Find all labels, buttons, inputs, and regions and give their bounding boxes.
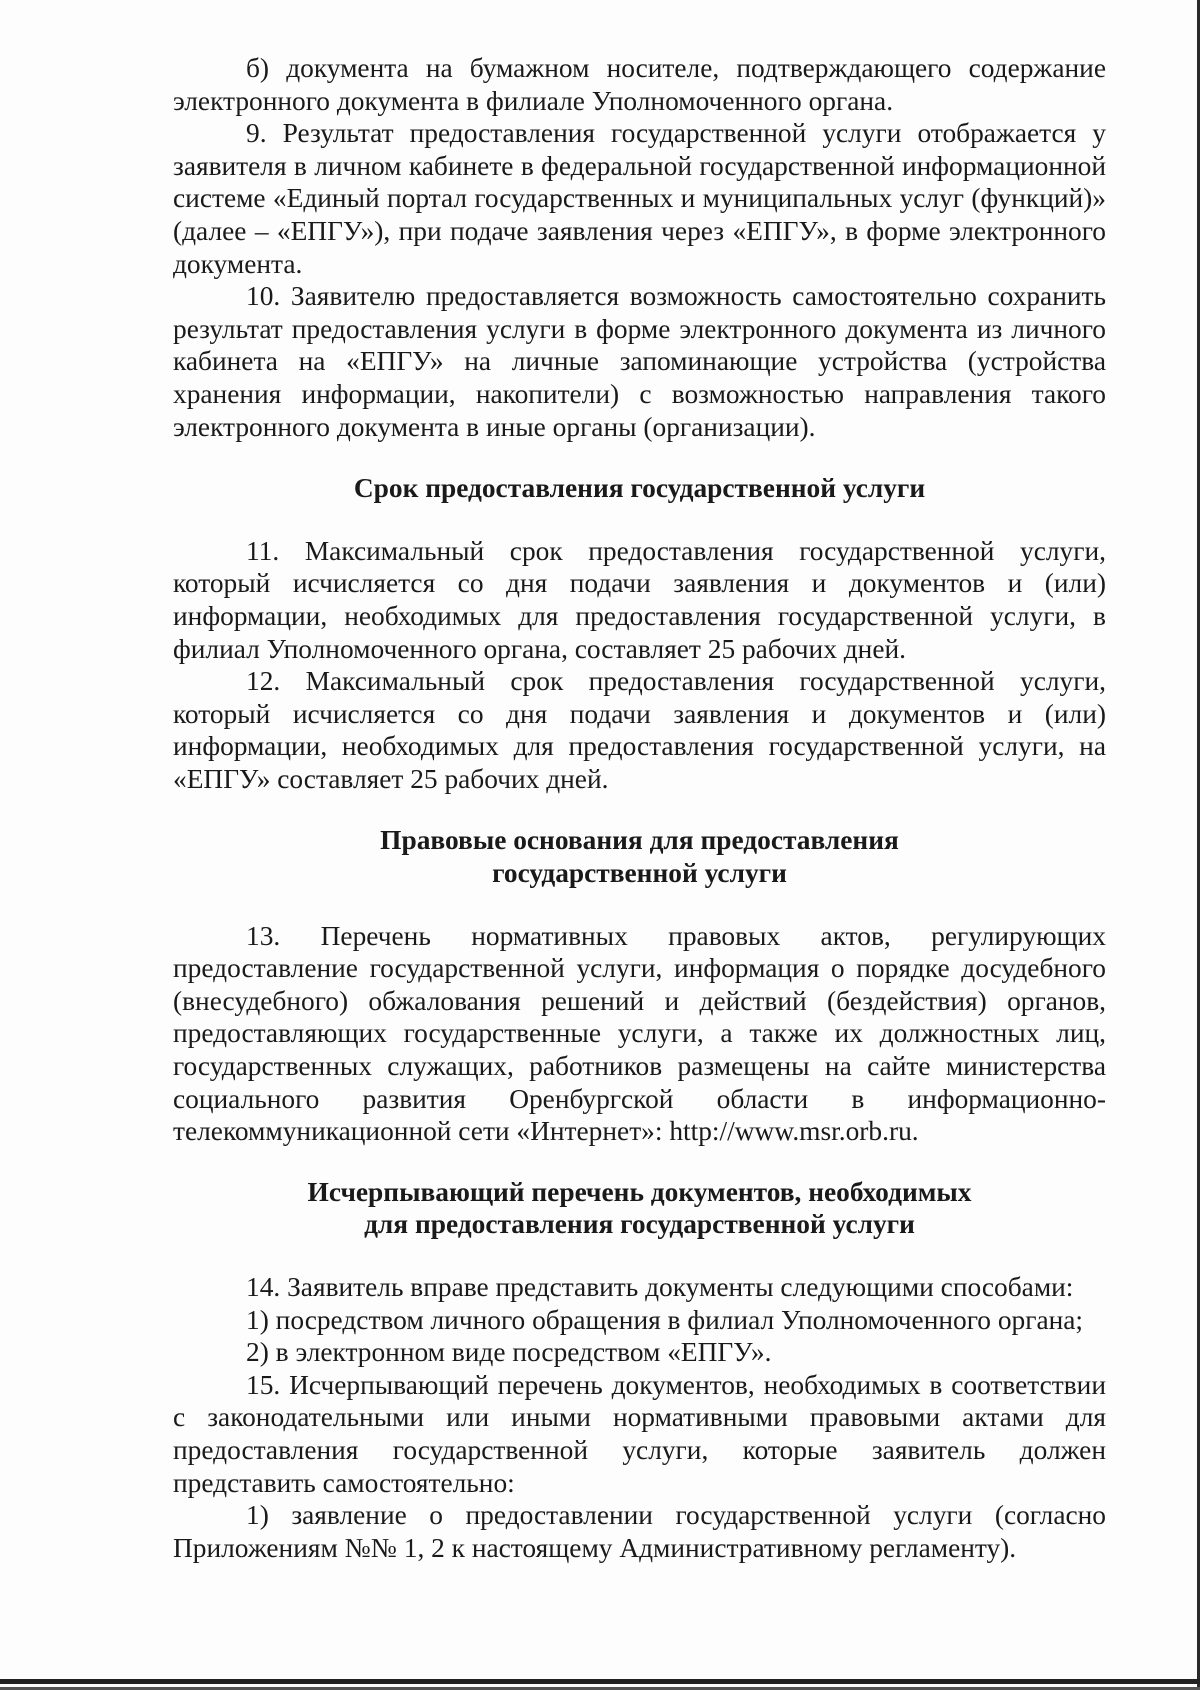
paragraph-9: 9. Результат предоставления государственной услуги отображается у заявителя в личном кабинете в федеральной государственной информационной системе «Единый портал государственных и муниципальных услуг (функций)» (далее – «ЕПГУ»), при подаче заявления через «ЕПГУ», в форме электронного документа.	[173, 118, 1106, 279]
paragraph-14: 14. Заявитель вправе представить документы следующими способами:	[246, 1272, 1074, 1302]
document-body	[173, 52, 1106, 1564]
heading-documents-list-line1: Исчерпывающий перечень документов, необходимых	[307, 1176, 972, 1207]
paragraph-14-item-1: 1) посредством личного обращения в филиал Уполномоченного органа;	[246, 1304, 1084, 1335]
paragraph-10: 10. Заявителю предоставляется возможность самостоятельно сохранить результат предоставления услуги в форме электронного документа из личного кабинета на «ЕПГУ» на личные запоминающие устройства (устройства хранения информации, накопители) с возможностью направления такого электронного документа в иные органы (организации).	[173, 281, 1106, 442]
paragraph-12: 12. Максимальный срок предоставления государственной услуги, который исчисляется со дня подачи заявления и документов и (или) информации, необходимых для предоставления государственной услуги, на «ЕПГУ» составляет 25 рабочих дней.	[173, 666, 1106, 794]
paragraph-14-item-2: 2) в электронном виде посредством «ЕПГУ».	[246, 1337, 772, 1368]
paragraph-15: 15. Исчерпывающий перечень документов, необходимых в соответствии с законодательными или иными нормативными правовыми актами для предоставления государственной услуги, которые заявитель должен представить самостоятельно:	[173, 1369, 1106, 1498]
paragraph-11: 11. Максимальный срок предоставления государственной услуги, который исчисляется со дня подачи заявления и документов и (или) информации, необходимых для предоставления государственной услуги, в филиал Уполномоченного органа, составляет 25 рабочих дней.	[173, 535, 1106, 664]
heading-documents-list	[173, 1176, 1106, 1241]
scan-edge-bottom	[0, 1679, 1200, 1684]
heading-legal-grounds-line1: Правовые основания для предоставления	[380, 825, 899, 856]
heading-legal-grounds-line2: государственной услуги	[492, 858, 787, 889]
paragraph-13: 13. Перечень нормативных правовых актов, регулирующих предоставление государственной услуги, информация о порядке досудебного (внесудебного) обжалования решений и действий (бездействия) органов, предоставляющих государственные услуги, а также их должностных лиц, государственных служащих, работников размещены на сайте министерства социального развития Оренбургской области в информационно-телекоммуникационной сети «Интернет»: http://www.msr.orb.ru.	[173, 920, 1106, 1147]
paragraph-8b: б) документа на бумажном носителе, подтверждающего содержание электронного документа в филиале Уполномоченного органа.	[173, 53, 1106, 116]
heading-documents-list-line2: для предоставления государственной услуги	[364, 1209, 915, 1240]
paragraph-15-item-1: 1) заявление о предоставлении государственной услуги (согласно Приложениям №№ 1, 2 к настоящему Административному регламенту).	[173, 1500, 1106, 1563]
heading-service-term: Срок предоставления государственной услуги	[353, 473, 926, 504]
heading-legal-grounds	[173, 824, 1106, 889]
